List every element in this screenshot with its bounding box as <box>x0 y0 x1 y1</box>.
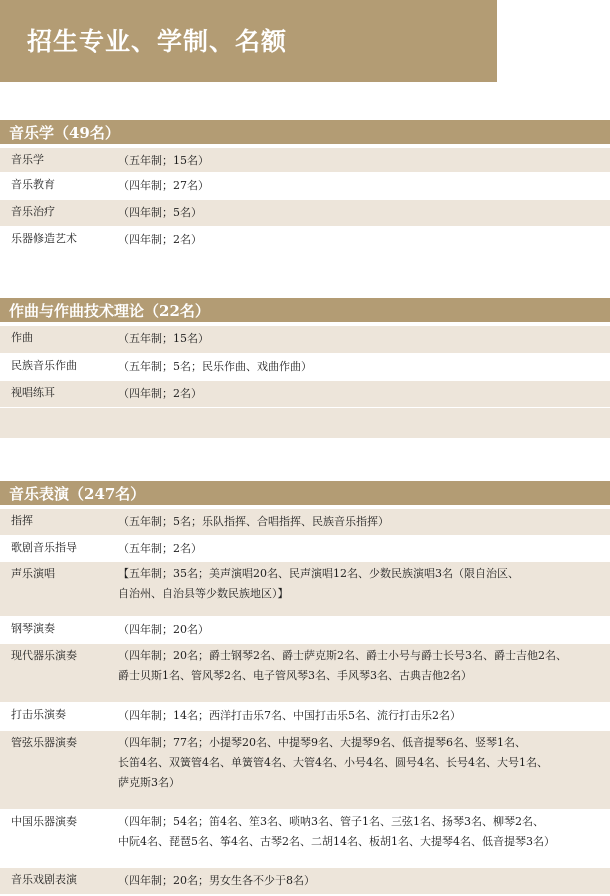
program-name: 音乐戏剧表演 <box>11 873 77 886</box>
program-detail <box>118 733 548 793</box>
program-detail <box>118 384 202 404</box>
program-detail-line: （四年制；2名） <box>118 233 202 246</box>
program-name: 钢琴演奏 <box>11 622 55 635</box>
program-name: 乐器修造艺术 <box>11 232 77 245</box>
program-detail-line: （四年制；2名） <box>118 387 202 400</box>
program-detail-line: （四年制；27名） <box>118 179 209 192</box>
program-detail <box>118 329 209 349</box>
list-item <box>0 562 610 616</box>
program-detail-line: 长笛4名、双簧管4名、单簧管4名、大管4名、小号4名、圆号4名、长号4名、大号1名、 <box>118 756 548 769</box>
program-detail-line: （五年制；2名） <box>118 542 202 555</box>
list-item <box>0 326 610 353</box>
program-detail <box>118 230 202 250</box>
program-detail-line: 萨克斯3名） <box>118 776 180 789</box>
list-item <box>0 148 610 172</box>
program-detail-line: （五年制；5名；民乐作曲、戏曲作曲） <box>118 360 312 373</box>
program-detail-line: （四年制；14名；西洋打击乐7名、中国打击乐5名、流行打击乐2名） <box>118 709 461 722</box>
program-detail <box>118 539 202 559</box>
program-detail <box>118 620 209 640</box>
program-name: 音乐治疗 <box>11 205 55 218</box>
list-item <box>0 227 610 253</box>
list-item <box>0 731 610 809</box>
section-title: 作曲与作曲技术理论（22名） <box>9 302 210 320</box>
program-name: 视唱练耳 <box>11 386 55 399</box>
program-detail-line: 自治州、自治县等少数民族地区）】 <box>118 587 289 600</box>
program-detail <box>118 564 519 604</box>
list-item <box>0 536 610 561</box>
empty-row <box>0 408 610 438</box>
program-name: 中国乐器演奏 <box>11 815 77 828</box>
program-name: 现代器乐演奏 <box>11 649 77 662</box>
program-name: 管弦乐器演奏 <box>11 736 77 749</box>
page-title: 招生专业、学制、名额 <box>27 27 288 56</box>
program-detail <box>118 203 202 223</box>
program-detail <box>118 176 209 196</box>
program-name: 声乐演唱 <box>11 567 55 580</box>
program-detail <box>118 706 461 726</box>
program-detail-line: （五年制；15名） <box>118 332 209 345</box>
list-item <box>0 810 610 867</box>
list-item <box>0 381 610 407</box>
program-detail-line: （四年制；20名） <box>118 623 209 636</box>
page-banner <box>0 0 497 82</box>
program-detail-line: （五年制；15名） <box>118 154 209 167</box>
list-item <box>0 173 610 199</box>
program-detail-line: （四年制；54名；笛4名、笙3名、唢呐3名、管子1名、三弦1名、扬琴3名、柳琴2名、 <box>118 815 544 828</box>
program-detail-line: （四年制；77名；小提琴20名、中提琴9名、大提琴9名、低音提琴6名、竖琴1名、 <box>118 736 526 749</box>
program-detail-line: （五年制；5名；乐队指挥、合唱指挥、民族音乐指挥） <box>118 515 389 528</box>
program-detail <box>118 646 567 686</box>
list-item <box>0 644 610 702</box>
program-name: 作曲 <box>11 331 33 344</box>
program-name: 打击乐演奏 <box>11 708 66 721</box>
program-name: 音乐学 <box>11 153 44 166</box>
section-title: 音乐表演（247名） <box>9 485 146 503</box>
program-detail-line: （四年制；20名；爵士钢琴2名、爵士萨克斯2名、爵士小号与爵士长号3名、爵士吉他2名、 <box>118 649 567 662</box>
list-item <box>0 868 610 894</box>
program-name: 音乐教育 <box>11 178 55 191</box>
list-item <box>0 703 610 730</box>
program-name: 歌剧音乐指导 <box>11 541 77 554</box>
program-detail-line: 【五年制；35名；美声演唱20名、民声演唱12名、少数民族演唱3名（限自治区、 <box>118 567 519 580</box>
section-header <box>0 298 610 322</box>
program-name: 民族音乐作曲 <box>11 359 77 372</box>
program-detail-line: 中阮4名、琵琶5名、筝4名、古琴2名、二胡14名、板胡1名、大提琴4名、低音提琴3名） <box>118 835 555 848</box>
program-detail-line: （四年制；5名） <box>118 206 202 219</box>
program-detail <box>118 357 312 377</box>
list-item <box>0 509 610 535</box>
list-item <box>0 354 610 380</box>
program-detail-line: 爵士贝斯1名、管风琴2名、电子管风琴3名、手风琴3名、古典吉他2名） <box>118 669 472 682</box>
list-item <box>0 200 610 226</box>
section-title: 音乐学（49名） <box>9 124 120 142</box>
program-detail <box>118 512 389 532</box>
program-name: 指挥 <box>11 514 33 527</box>
list-item <box>0 617 610 643</box>
program-detail <box>118 871 315 891</box>
program-detail <box>118 812 555 852</box>
section-header <box>0 120 610 144</box>
program-detail <box>118 151 209 171</box>
section-header <box>0 481 610 505</box>
program-detail-line: （四年制；20名；男女生各不少于8名） <box>118 874 315 887</box>
